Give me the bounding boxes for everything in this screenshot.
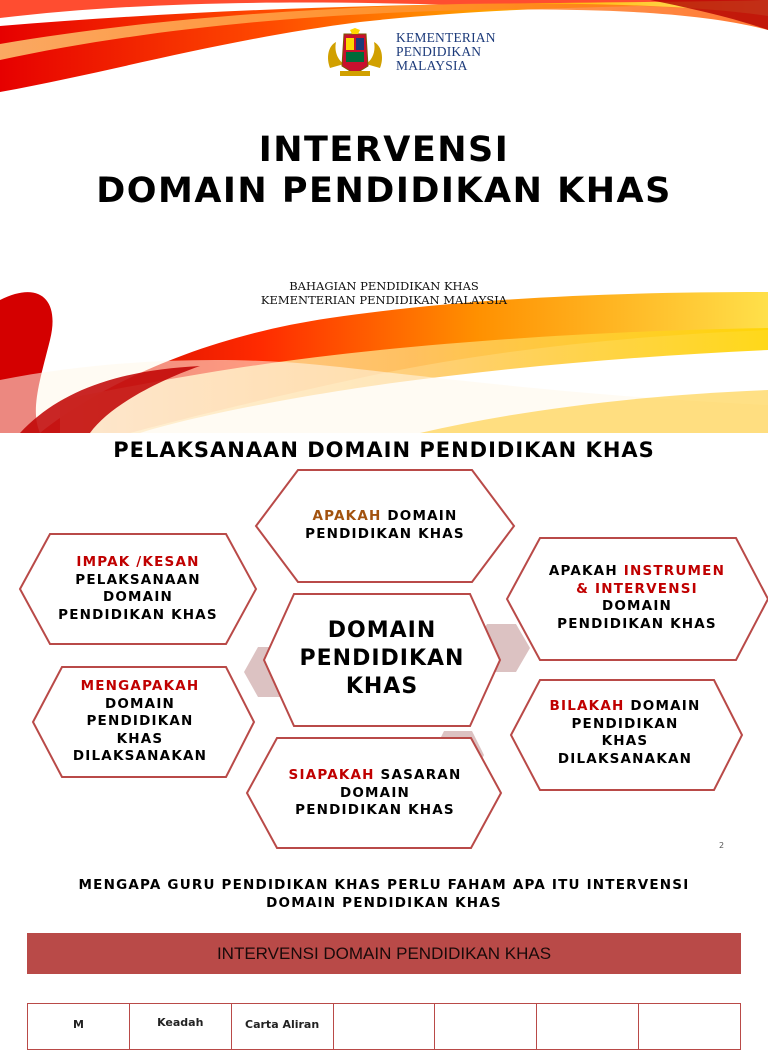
question-slide [0, 853, 768, 1031]
hex-instrumen-text: APAKAH INSTRUMEN & INTERVENSI DOMAIN PENDIDIKAN KHAS [548, 563, 726, 632]
intervention-table [27, 1003, 741, 1050]
subtitle-line1: BAHAGIAN PENDIDIKAN KHAS [289, 279, 479, 293]
subtitle-line2: KEMENTERIAN PENDIDIKAN MALAYSIA [260, 293, 508, 307]
hex-mengapakah-text: MENGAPAKAH DOMAIN PENDIDIKAN KHAS DILAKSANAKAN [72, 678, 208, 764]
slide-title-line1: INTERVENSI [258, 130, 510, 170]
table-header-cell [333, 1004, 435, 1050]
slide-title-line2: DOMAIN PENDIDIKAN KHAS [96, 171, 672, 211]
hex-bilakah-text: BILAKAH DOMAIN PENDIDIKAN KHAS DILAKSANAKAN [549, 698, 701, 767]
hex-impak-text: IMPAK /KESAN PELAKSANAAN DOMAIN PENDIDIKAN KHAS [58, 554, 218, 623]
table-header-cell [639, 1004, 741, 1050]
center-hex-text: DOMAIN PENDIDIKAN KHAS [299, 618, 465, 699]
logo-line2: PENDIDIKAN [396, 44, 482, 59]
section-banner [27, 933, 741, 974]
question-line1: MENGAPA GURU PENDIDIKAN KHAS PERLU FAHAM APA ITU INTERVENSI [78, 877, 690, 893]
diagram-slide [0, 433, 768, 853]
table-header-cell [537, 1004, 639, 1050]
table-header-cell: Keadah [129, 1004, 231, 1050]
logo-line1: KEMENTERIAN [396, 30, 496, 45]
banner-text: INTERVENSI DOMAIN PENDIDIKAN KHAS [216, 944, 552, 963]
table-header-row [28, 1004, 741, 1050]
logo-line3: MALAYSIA [396, 58, 468, 73]
title-slide [0, 0, 768, 433]
table-header-cell [435, 1004, 537, 1050]
coat-of-arms-logo [322, 28, 388, 78]
diagram-heading: PELAKSANAAN DOMAIN PENDIDIKAN KHAS [113, 438, 655, 462]
question-line2: DOMAIN PENDIDIKAN KHAS [266, 895, 502, 911]
ministry-logo-text [396, 31, 496, 73]
table-header-cell: Carta Aliran [231, 1004, 333, 1050]
hex-siapakah-text: SIAPAKAH SASARAN DOMAIN PENDIDIKAN KHAS [288, 767, 462, 818]
hex-apakah-text: APAKAH DOMAIN PENDIDIKAN KHAS [305, 508, 465, 542]
page-number: 2 [719, 841, 725, 850]
table-header-cell: M [28, 1004, 130, 1050]
